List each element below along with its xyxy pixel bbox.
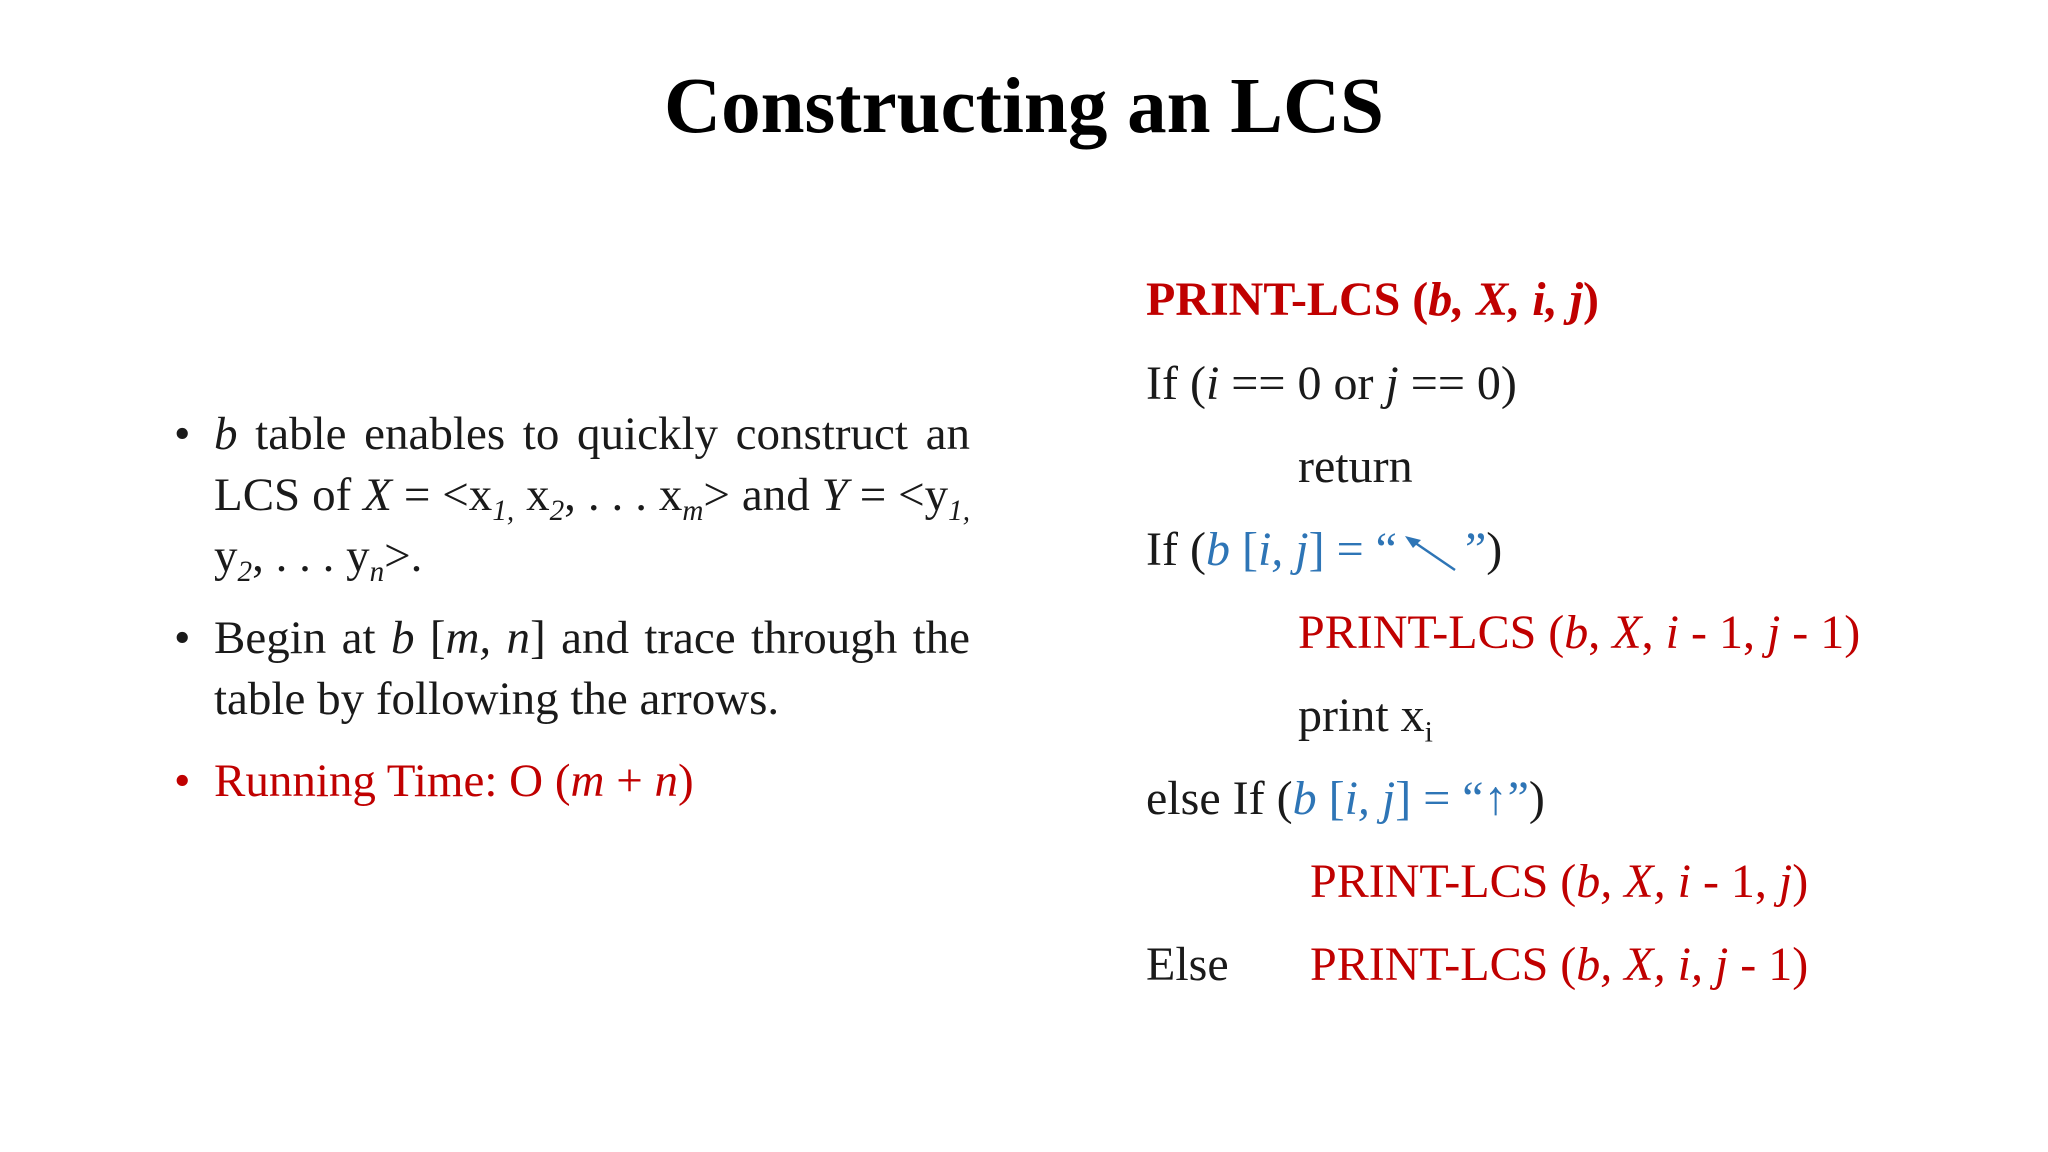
text: - 1) — [1780, 606, 1861, 659]
proc-name: PRINT-LCS ( — [1146, 273, 1429, 326]
text: ] = “↑” — [1395, 772, 1529, 825]
subscript: 2 — [237, 556, 253, 589]
text: PRINT-LCS ( — [1298, 606, 1565, 659]
args: b, X, i, j — [1576, 938, 1729, 991]
var-b: b — [214, 408, 238, 460]
code-line-5 — [1298, 686, 1433, 749]
text: >. — [384, 530, 423, 582]
var-j: j — [1385, 357, 1399, 410]
code-header — [1146, 270, 1599, 330]
text: [ — [1229, 523, 1258, 576]
text: Begin at — [214, 612, 391, 664]
text: = <x — [391, 469, 493, 521]
text: ) — [677, 755, 694, 807]
text: , — [1588, 606, 1613, 659]
subscript: 2 — [549, 495, 565, 528]
var-Y: Y — [821, 469, 848, 521]
text: table enables to quickly construct an LCS of — [214, 408, 970, 521]
var-ij: i, j — [1257, 523, 1309, 576]
var-ij: i, j — [1344, 772, 1396, 825]
text: + — [604, 755, 655, 807]
subscript: n — [369, 556, 385, 589]
subscript: 1, — [492, 495, 515, 528]
var-mn: m, n — [445, 612, 531, 664]
text: ) — [1486, 523, 1503, 576]
var-b: b — [390, 612, 415, 664]
text: If ( — [1146, 523, 1206, 576]
arrow-up-left-icon — [1403, 534, 1459, 574]
text: ” — [1464, 523, 1487, 576]
text: Running Time: O ( — [214, 755, 571, 807]
code-line-2: return — [1298, 440, 1413, 493]
text: [ — [414, 612, 446, 664]
text: , . . . x — [564, 469, 683, 521]
code-line-8-else: Else — [1146, 938, 1229, 991]
text: > and — [703, 469, 822, 521]
code-line-4 — [1298, 603, 1860, 663]
text: ) — [1582, 273, 1599, 326]
code-line-7 — [1310, 852, 1808, 912]
bullet-dot: • — [174, 755, 191, 807]
var-i: i — [1205, 357, 1220, 410]
text: , . . . y — [252, 530, 370, 582]
var-b: b — [1292, 772, 1317, 825]
text: print x — [1298, 689, 1425, 742]
text: x — [514, 469, 550, 521]
text: == 0) — [1398, 357, 1517, 410]
text: , — [1641, 606, 1666, 659]
subscript: i — [1424, 715, 1433, 749]
text: else If ( — [1146, 772, 1293, 825]
code-line-8 — [1310, 935, 1808, 995]
text: PRINT-LCS ( — [1310, 855, 1577, 908]
var-X: X — [1612, 606, 1642, 659]
code-line-6 — [1146, 769, 1545, 829]
var-X: X — [363, 469, 392, 521]
text: == 0 or — [1219, 357, 1386, 410]
code-line-1 — [1146, 354, 1517, 414]
text: - 1) — [1728, 938, 1809, 991]
bullet-dot: • — [174, 408, 191, 460]
proc-args: b, X, i, j — [1428, 273, 1583, 326]
var-j: j — [1766, 606, 1781, 659]
var-i: i — [1665, 606, 1679, 659]
subscript: m — [682, 495, 704, 528]
text: - 1, — [1690, 855, 1779, 908]
code-line-3 — [1146, 520, 1502, 580]
text: y — [214, 530, 238, 582]
slide-title: Constructing an LCS — [664, 63, 1384, 150]
text: ] = “ — [1308, 523, 1397, 576]
var-n: n — [654, 755, 678, 807]
subscript: 1, — [948, 495, 971, 528]
args: b, X, i — [1576, 855, 1691, 908]
var-j: j — [1778, 855, 1793, 908]
text: [ — [1316, 772, 1345, 825]
text: ) — [1792, 855, 1809, 908]
var-b: b — [1205, 523, 1230, 576]
text: PRINT-LCS ( — [1310, 938, 1577, 991]
text: ] and trace through the table by following the arrows. — [214, 612, 971, 725]
text: If ( — [1146, 357, 1206, 410]
var-m: m — [570, 755, 605, 807]
text: ) — [1528, 772, 1545, 825]
var-b: b — [1564, 606, 1589, 659]
text: = <y — [847, 469, 949, 521]
text: - 1, — [1678, 606, 1767, 659]
bullet-dot: • — [174, 612, 191, 664]
